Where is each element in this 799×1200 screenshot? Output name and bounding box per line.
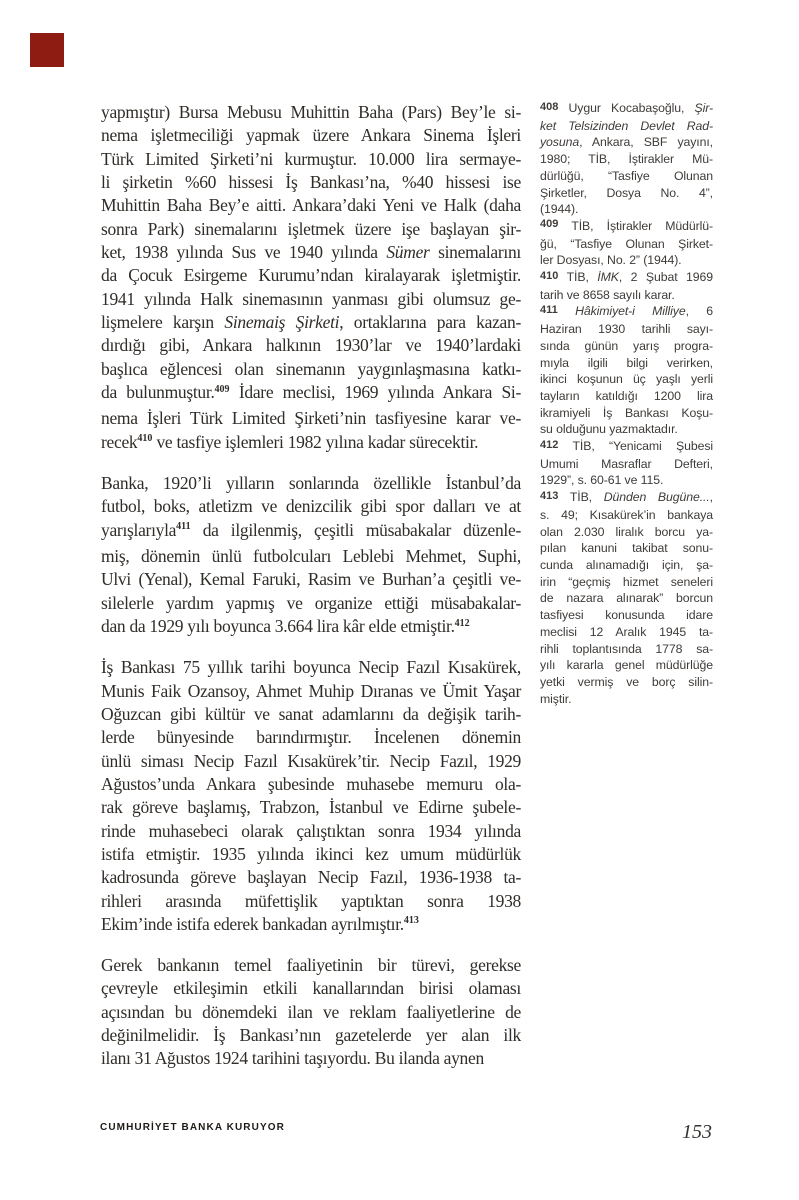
footnote-line: ler Dosyası, No. 2” (1944). — [540, 253, 682, 268]
footnote-line: meclisi 12 Aralık 1945 ta- — [540, 624, 713, 639]
text-line: açısından bu dönemdeki ilan ve reklam faaliyetlerine de — [101, 1001, 521, 1022]
footnote-line: yetki vermiş ve borç silin- — [540, 674, 713, 689]
footnote-line: 410 TİB, İMK, 2 Şubat 1969 — [540, 269, 713, 285]
text-line: ilanı 31 Ağustos 1924 tarihini taşıyordu. Bu ilanda aynen — [101, 1048, 484, 1069]
footnote-line: tasfiyesi konusunda idare — [540, 608, 713, 623]
text-line: rihleri arasında müfettişlik yaptıktan sonra 1938 — [101, 890, 521, 911]
text-line: da Çocuk Esirgeme Kurumu’ndan kiralayarak işletmiştir. — [101, 265, 521, 286]
text-line: başlıca eğlencesi olan sinemanın yaygınlaşmasına katkı- — [101, 358, 521, 379]
text-line: miş, dönemin ünlü futbolcuları Leblebi Mehmet, Suphi, — [101, 545, 521, 566]
text-line: Munis Faik Ozansoy, Ahmet Muhip Dıranas ve Ümit Yaşar — [101, 680, 521, 701]
footnote-line: 412 TİB, “Yenicami Şubesi — [540, 438, 713, 454]
text-line: rinde muhasebeci olarak çalıştıktan sonra 1934 yılında — [101, 820, 521, 841]
footnote-line: ket Telsizinden Devlet Rad- — [540, 118, 713, 133]
text-line: rak göreve başlamış, Trabzon, İstanbul ve Edirne şubele- — [101, 797, 521, 818]
footnote-line: ikramiyeli İş Bankası Koşu- — [540, 405, 713, 420]
text-line: 1941 yılında Halk sinemasının yanması gibi olumsuz ge- — [101, 288, 521, 309]
footnote-408 — [540, 100, 713, 218]
footnote-line: olan 2.030 liralık borcu ya- — [540, 524, 713, 539]
footnotes-column — [540, 100, 713, 707]
footnote-line: tarih ve 8658 sayılı karar. — [540, 287, 675, 302]
text-line: istifa etmiştir. 1935 yılında ikinci kez umum müdürlük — [101, 843, 521, 864]
footnote-line: cunda alınamadığı için, şa- — [540, 557, 713, 572]
footnote-413 — [540, 489, 713, 707]
footnote-line: sında günün yarış progra- — [540, 338, 713, 353]
text-line: lerde bünyesinde barındırmıştır. İncelenen dönemin — [101, 727, 521, 748]
text-line: değinilmelidir. İş Bankası’nın gazetelerde yer alan ilk — [101, 1025, 521, 1046]
footnote-line: (1944). — [540, 202, 579, 217]
text-line: lişmelere karşın Sinemaiş Şirketi, ortaklarına para kazan- — [101, 312, 521, 333]
footnote-line: 1929”, s. 60-61 ve 115. — [540, 473, 664, 488]
text-line: İş Bankası 75 yıllık tarihi boyunca Necip Fazıl Kısakürek, — [101, 657, 521, 678]
footnote-line: mıyla ilgili bilgi verirken, — [540, 355, 713, 370]
chapter-corner-marker — [30, 33, 64, 67]
text-line: dan da 1929 yılı boyunca 3.664 lira kâr elde etmiştir.$^{412}$ — [101, 616, 470, 637]
text-line: Türk Limited Şirketi’ni kurmuştur. 10.000 lira sermaye- — [101, 148, 521, 169]
text-line: li şirketin %60 hissesi İş Bankası’na, %40 hissesi ise — [101, 172, 521, 193]
text-line: yarışlarıyla$^{411}$ da ilgilenmiş, çeşitli müsabakalar düzenle- — [101, 519, 521, 540]
footnote-line: Umumi Masraflar Defteri, — [540, 456, 713, 471]
text-line: da bulunmuştur.$^{409}$ İdare meclisi, 1969 yılında Ankara Si- — [101, 382, 521, 403]
text-line: nema işletmeciliği yapmak üzere Ankara Sinema İşleri — [101, 125, 521, 146]
body-paragraph — [101, 954, 521, 1071]
footnote-line: ğü, “Tasfiye Olunan Şirket- — [540, 236, 713, 251]
footnote-409 — [540, 218, 713, 269]
footnote-line: miştir. — [540, 691, 572, 706]
text-line: Ağustos’unda Ankara şubesinde muhasebe memuru ola- — [101, 773, 521, 794]
text-line: Gerek bankanın temel faaliyetinin bir türevi, gerekse — [101, 955, 521, 976]
page-number: 153 — [682, 1121, 712, 1143]
footnote-line: Şirketler, Dosya No. 4”, — [540, 185, 713, 200]
footnote-line: s. 49; Kısakürek’in bankaya — [540, 507, 713, 522]
footnote-line: yosuna, Ankara, SBF yayını, — [540, 135, 713, 150]
text-line: sonra Park) sinemalarını işletmek üzere işe başlayan şir- — [101, 218, 521, 239]
text-line: Ekim’inde istifa ederek bankadan ayrılmıştır.$^{413}$ — [101, 913, 419, 934]
text-line: kadrosunda göreve başlayan Necip Fazıl, 1936-1938 ta- — [101, 867, 521, 888]
text-line: dırdığı gibi, Ankara halkının 1930’lar ve 1940’lardaki — [101, 335, 521, 356]
main-text-column — [101, 101, 521, 1071]
body-paragraph — [101, 472, 521, 641]
footnote-line: de nazara alınarak” borcun — [540, 591, 713, 606]
text-line: ünlü siması Necip Fazıl Kısakürek’tir. Necip Fazıl, 1929 — [101, 750, 521, 771]
footnote-line: 411 Hâkimiyet-i Milliye, 6 — [540, 303, 714, 319]
text-line: futbol, boks, atletizm ve denizcilik gibi spor dalları ve at — [101, 496, 521, 517]
running-footer-section-title: CUMHURİYET BANKA KURUYOR — [100, 1122, 285, 1133]
text-line: Banka, 1920’li yılların sonlarında özellikle İstanbul’da — [101, 472, 521, 493]
footnote-line: ikinci koşunun üç yaşlı yerli — [540, 372, 713, 387]
text-line: silelerle yardım yapmış ve organize ettiği müsabakalar- — [101, 592, 521, 613]
text-line: nema İşleri Türk Limited Şirketi’nin tasfiyesine karar ve- — [101, 408, 521, 429]
footnote-line: tayların katıldığı 1200 lira — [540, 388, 713, 403]
body-paragraph — [101, 101, 521, 457]
text-line: ket, 1938 yılında Sus ve 1940 yılında Sümer sinemalarını — [101, 242, 521, 263]
footnote-line: 1980; TİB, İştirakler Mü- — [540, 152, 713, 167]
footnote-line: 408 Uygur Kocabaşoğlu, Şir- — [540, 100, 713, 115]
footnote-412 — [540, 438, 713, 489]
body-paragraph — [101, 656, 521, 939]
footnote-line: pılan kanuni takibat sonu- — [540, 541, 713, 556]
footnote-line: dürlüğü, “Tasfiye Olunan — [540, 168, 713, 183]
text-line: recek$^{410}$ ve tasfiye işlemleri 1982 yılına kadar sürecektir. — [101, 431, 479, 452]
footnote-line: yılı kararla genel müdürlüğe — [540, 658, 713, 673]
footnote-line: rihli toplantısında 1778 sa- — [540, 641, 713, 656]
text-line: çevreyle etkileşimin etkili kanallarından birisi olaması — [101, 978, 521, 999]
footnote-410 — [540, 269, 713, 303]
footnote-line: 413 TİB, Dünden Bugüne..., — [540, 489, 713, 505]
text-line: Muhittin Baha Bey’e aitti. Ankara’daki Yeni ve Halk (daha — [101, 195, 521, 216]
footnote-line: Haziran 1930 tarihli sayı- — [540, 322, 713, 337]
footnote-411 — [540, 303, 713, 438]
text-line: yapmıştır) Bursa Mebusu Muhittin Baha (Pars) Bey’le si- — [101, 102, 521, 122]
text-line: Oğuzcan gibi kültür ve sanat adamlarını da değişik tarih- — [101, 703, 521, 724]
footnote-line: 409 TİB, İştirakler Müdürlü- — [540, 218, 713, 233]
footnote-line: irin “geçmiş hizmet seneleri — [540, 574, 713, 589]
text-line: Ulvi (Yenal), Kemal Faruki, Rasim ve Burhan’a çeşitli ve- — [101, 569, 521, 590]
footnote-line: su olduğunu yazmaktadır. — [540, 422, 678, 437]
